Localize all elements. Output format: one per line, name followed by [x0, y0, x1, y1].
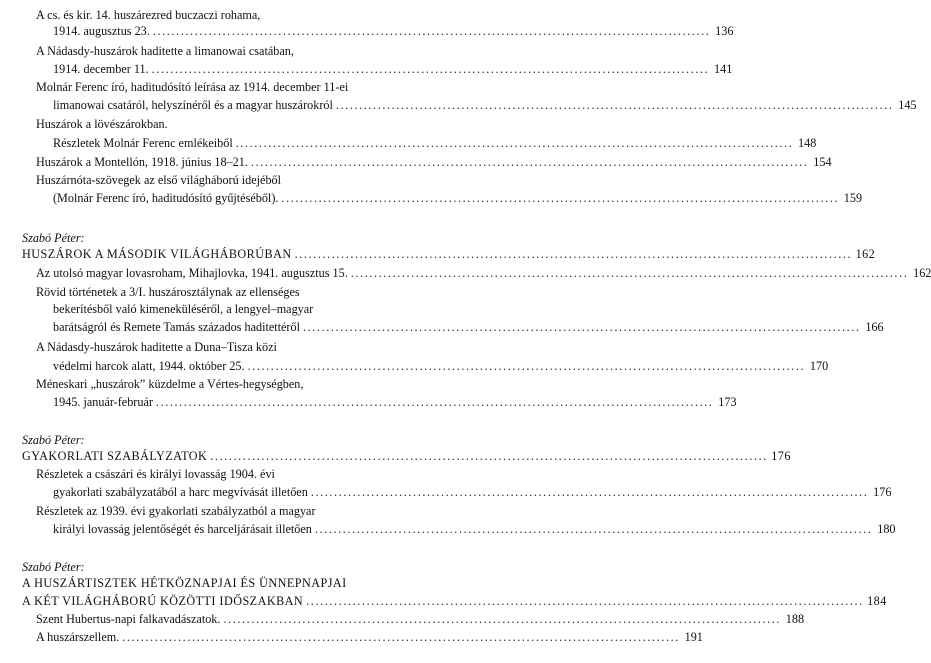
toc-page-number: 176	[771, 449, 791, 463]
section-heading	[22, 247, 876, 262]
toc-page-number: 145	[898, 98, 917, 112]
toc-entry-text: Huszárnóta-szövegek az első világháború idejéből	[36, 173, 282, 187]
toc-line	[36, 504, 452, 519]
toc-page-number: 154	[813, 155, 832, 169]
toc-line	[36, 266, 931, 281]
toc-entry-text: Rövid történetek a 3/I. huszárosztálynak az ellenséges	[36, 285, 300, 299]
leader-dots: ........................................................................................................................	[235, 136, 794, 150]
section-heading	[22, 594, 887, 609]
section-author: Szabó Péter:	[22, 560, 85, 574]
toc-line	[53, 522, 896, 537]
toc-entry-text: A Nádasdy-huszárok haditette a Duna–Tisza közi	[36, 340, 277, 354]
toc-entry-text: A cs. és kir. 14. huszárezred buczaczi rohama,	[36, 8, 261, 22]
section-title: HUSZÁROK A MÁSODIK VILÁGHÁBORÚBAN	[22, 247, 292, 261]
toc-line	[53, 136, 817, 151]
toc-entry-text: Huszárok a Montellón, 1918. június 18–21.	[36, 155, 248, 169]
toc-page-number: 136	[715, 24, 734, 38]
toc-entry-text: 1914. augusztus 23.	[53, 24, 150, 38]
toc-line	[36, 155, 832, 170]
toc-entry-text: királyi lovasság jelentőségét és harceljárásait illetően	[53, 522, 312, 536]
leader-dots: ........................................................................................................................	[310, 485, 869, 499]
toc-line	[53, 98, 917, 113]
leader-dots: ........................................................................................................................	[223, 612, 782, 626]
toc-line	[36, 377, 452, 392]
leader-dots: ........................................................................................................................	[335, 98, 894, 112]
section-author: Szabó Péter:	[22, 231, 85, 245]
toc-page-number: 166	[865, 320, 884, 334]
section-title: A HUSZÁRTISZTEK HÉTKÖZNAPJAI ÉS ÜNNEPNAPJAI	[22, 576, 347, 590]
toc-page-number: 188	[785, 612, 805, 626]
toc-entry-text: Huszárok a lövészárokban.	[36, 117, 168, 131]
toc-line	[53, 191, 863, 206]
section-heading	[22, 449, 791, 464]
toc-page-number: 162	[855, 247, 876, 261]
section-heading	[22, 576, 452, 591]
toc-line	[53, 320, 884, 335]
toc-entry-text: Méneskari „huszárok” küzdelme a Vértes-hegységben,	[36, 377, 304, 391]
toc-line	[36, 117, 452, 132]
toc-entry-text: védelmi harcok alatt, 1944. október 25.	[53, 359, 245, 373]
toc-line	[36, 173, 452, 188]
toc-entry-text: Részletek Molnár Ferenc emlékeiből	[53, 136, 233, 150]
toc-entry-text: bekerítésből való kimeneküléséről, a lengyel–magyar	[53, 302, 314, 316]
leader-dots: ........................................................................................................................	[294, 247, 853, 261]
toc-page-number: 173	[718, 395, 737, 409]
toc-entry-text: A Nádasdy-huszárok haditette a limanowai csatában,	[36, 44, 294, 58]
toc-entry-text: gyakorlati szabályzatából a harc megvívását illetően	[53, 485, 308, 499]
toc-page-number: 162	[913, 266, 931, 280]
toc-entry-text: limanowai csatáról, helyszínéről és a magyar huszárokról	[53, 98, 333, 112]
toc-entry-text: (Molnár Ferenc író, haditudósító gyűjtéséből).	[53, 191, 279, 205]
toc-page-number: 148	[798, 136, 817, 150]
leader-dots: ........................................................................................................................	[350, 266, 909, 280]
toc-line	[36, 612, 805, 627]
toc-line	[36, 44, 452, 59]
toc-line	[36, 630, 703, 645]
leader-dots: ........................................................................................................................	[306, 594, 864, 608]
toc-entry-text: A huszárszellem.	[36, 630, 120, 644]
toc-page-number: 184	[867, 594, 887, 608]
toc-entry-text: Molnár Ferenc író, haditudósító leírása az 1914. december 11-ei	[36, 80, 349, 94]
toc-line	[53, 62, 733, 77]
leader-dots: ........................................................................................................................	[122, 630, 680, 644]
toc-line	[36, 80, 452, 95]
leader-dots: ........................................................................................................................	[314, 522, 873, 536]
section-title: A KÉT VILÁGHÁBORÚ KÖZÖTTI IDŐSZAKBAN	[22, 594, 304, 608]
toc-line	[53, 395, 737, 410]
toc-entry-text: Szent Hubertus-napi falkavadászatok.	[36, 612, 221, 626]
leader-dots: ........................................................................................................................	[210, 449, 768, 463]
toc-page-number: 170	[809, 359, 829, 373]
toc-page-number: 180	[877, 522, 896, 536]
toc-page-number: 141	[714, 62, 733, 76]
leader-dots: ........................................................................................................................	[302, 320, 861, 334]
toc-entry-text: Részletek az 1939. évi gyakorlati szabályzatból a magyar	[36, 504, 316, 518]
toc-line	[53, 485, 892, 500]
toc-entry-text: Az utolsó magyar lovasroham, Mihajlovka, 1941. augusztus 15.	[36, 266, 348, 280]
toc-entry-text: Részletek a császári és királyi lovasság 1904. évi	[36, 467, 275, 481]
leader-dots: ........................................................................................................................	[281, 191, 840, 205]
leader-dots: ........................................................................................................................	[247, 359, 806, 373]
toc-page-number: 159	[843, 191, 863, 205]
leader-dots: ........................................................................................................................	[152, 24, 711, 38]
toc-line	[53, 359, 829, 374]
toc-line	[53, 302, 452, 317]
toc-entry-text: barátságról és Remete Tamás százados haditettéről	[53, 320, 300, 334]
toc-page-number: 176	[873, 485, 892, 499]
toc-line	[53, 24, 734, 39]
section-author: Szabó Péter:	[22, 433, 85, 447]
toc-line	[36, 285, 452, 300]
leader-dots: ........................................................................................................................	[155, 395, 714, 409]
leader-dots: ........................................................................................................................	[250, 155, 809, 169]
toc-line	[36, 8, 452, 23]
toc-page-number: 191	[684, 630, 703, 644]
toc-entry-text: 1945. január-február	[53, 395, 153, 409]
toc-line	[36, 340, 452, 355]
toc-line	[36, 467, 452, 482]
toc-entry-text: 1914. december 11.	[53, 62, 149, 76]
leader-dots: ........................................................................................................................	[151, 62, 710, 76]
section-title: GYAKORLATI SZABÁLYZATOK	[22, 449, 208, 463]
